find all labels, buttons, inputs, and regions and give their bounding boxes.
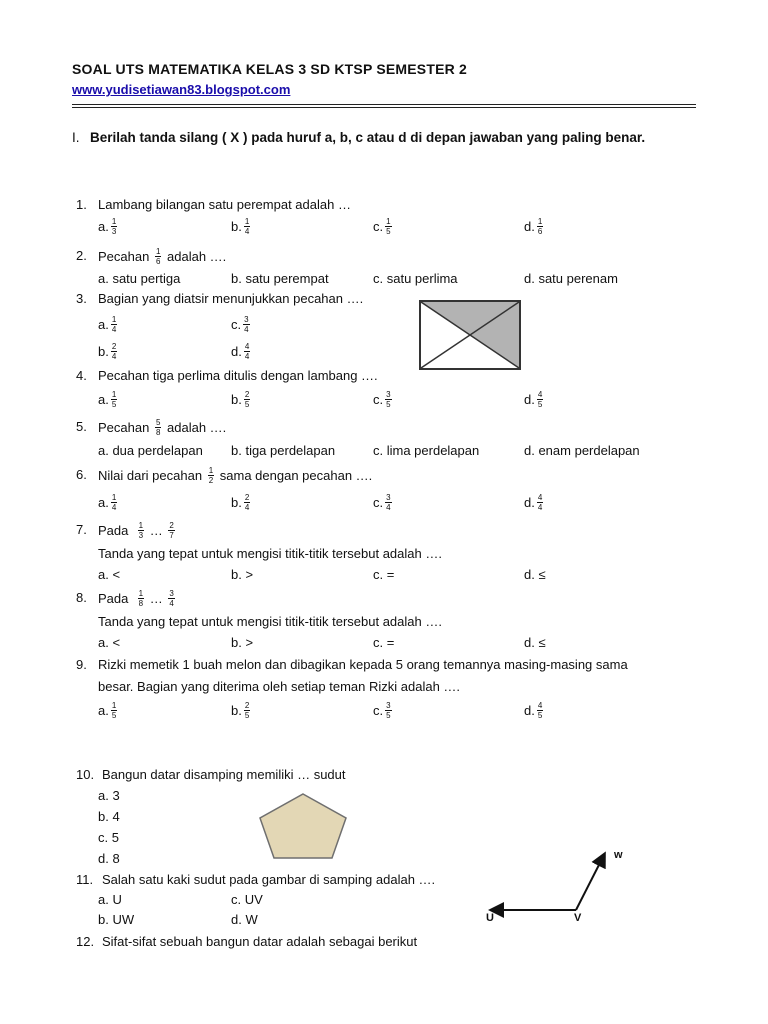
- q4-option-a[interactable]: [98, 391, 119, 410]
- q4-text: Pecahan tiga perlima ditulis dengan lambang ….: [98, 368, 378, 383]
- denominator: 4: [169, 599, 174, 608]
- angle-label-w: w: [614, 849, 623, 861]
- q3-option-b[interactable]: [98, 343, 119, 362]
- q8-option-a[interactable]: a. <: [98, 635, 121, 650]
- q8-text: Tanda yang tepat untuk mengisi titik-titik tersebut adalah ….: [98, 614, 442, 629]
- section-number: I.: [72, 130, 80, 145]
- q1-text: Lambang bilangan satu perempat adalah …: [98, 197, 351, 212]
- q6-option-b[interactable]: [231, 494, 252, 513]
- denominator: 2: [208, 476, 214, 485]
- option-letter: b.: [231, 391, 242, 407]
- fraction: [111, 342, 117, 361]
- q4-option-d[interactable]: [524, 391, 545, 410]
- q9-option-b[interactable]: [231, 702, 252, 721]
- q9-number: 9.: [76, 657, 87, 672]
- option-letter: b.: [231, 218, 242, 234]
- blog-link[interactable]: www.yudisetiawan83.blogspot.com: [72, 82, 291, 97]
- option-letter: b.: [98, 343, 109, 359]
- denominator: 5: [386, 400, 391, 409]
- shaded-square-figure: [418, 299, 522, 371]
- q2-option-c[interactable]: c. satu perlima: [373, 271, 458, 286]
- q3-option-d[interactable]: [231, 343, 252, 362]
- q5-option-d[interactable]: d. enam perdelapan: [524, 443, 640, 458]
- q10-option-c[interactable]: c. 5: [98, 830, 119, 845]
- q6-number: 6.: [76, 467, 87, 482]
- q9-option-a[interactable]: [98, 702, 119, 721]
- fraction: [244, 342, 250, 361]
- numerator: 4: [537, 493, 543, 502]
- q6-option-c[interactable]: [373, 494, 394, 513]
- denominator: 5: [111, 711, 117, 720]
- numerator: 2: [244, 701, 250, 710]
- q9-text-line1: Rizki memetik 1 buah melon dan dibagikan kepada 5 orang temannya masing-masing sama: [98, 657, 628, 672]
- numerator: 2: [169, 521, 174, 530]
- denominator: 5: [244, 400, 250, 409]
- denominator: 5: [386, 711, 391, 720]
- q9-option-c[interactable]: [373, 702, 394, 721]
- q11-option-c[interactable]: c. UV: [231, 892, 263, 907]
- denominator: 4: [537, 503, 543, 512]
- fraction: [208, 466, 214, 485]
- denominator: 4: [111, 325, 117, 334]
- numerator: 2: [111, 342, 117, 351]
- numerator: 4: [244, 342, 250, 351]
- q8-option-b[interactable]: b. >: [231, 635, 254, 650]
- option-letter: a.: [98, 494, 109, 510]
- q3-option-c[interactable]: [231, 316, 252, 335]
- angle-label-u: U: [486, 912, 494, 924]
- q3-option-a[interactable]: [98, 316, 119, 335]
- q7-option-c[interactable]: c. =: [373, 567, 395, 582]
- denominator: 4: [111, 352, 117, 361]
- denominator: 6: [537, 227, 543, 236]
- denominator: 5: [244, 711, 250, 720]
- q10-option-b[interactable]: b. 4: [98, 809, 120, 824]
- q2-option-a[interactable]: a. satu pertiga: [98, 271, 181, 286]
- document-title: SOAL UTS MATEMATIKA KELAS 3 SD KTSP SEMESTER 2: [72, 61, 468, 77]
- fraction: [537, 493, 543, 512]
- q10-option-d[interactable]: d. 8: [98, 851, 120, 866]
- fraction: [244, 701, 250, 720]
- fraction: [243, 315, 249, 334]
- option-letter: b.: [231, 702, 242, 718]
- q3-number: 3.: [76, 291, 87, 306]
- numerator: 3: [244, 315, 249, 324]
- option-letter: c.: [231, 316, 242, 332]
- numerator: 3: [386, 493, 391, 502]
- angle-label-v: V: [574, 912, 582, 924]
- fraction: [537, 701, 543, 720]
- numerator: 1: [138, 589, 144, 598]
- q7-pre: Pada: [98, 522, 129, 538]
- option-letter: c.: [373, 702, 384, 718]
- q1-number: 1.: [76, 197, 87, 212]
- numerator: 4: [537, 701, 543, 710]
- fraction: [537, 217, 543, 236]
- instruction-text: Berilah tanda silang ( X ) pada huruf a, b, c atau d di depan jawaban yang paling benar.: [90, 130, 646, 145]
- q2-stem: [98, 248, 226, 267]
- option-letter: d.: [231, 343, 242, 359]
- fraction: [385, 701, 391, 720]
- fraction: [155, 418, 161, 437]
- q5-stem: [98, 419, 226, 438]
- numerator: 3: [169, 589, 174, 598]
- q4-number: 4.: [76, 368, 87, 383]
- numerator: 2: [244, 493, 250, 502]
- q11-number: 11.: [76, 872, 94, 887]
- option-letter: d.: [524, 702, 535, 718]
- numerator: 1: [111, 493, 117, 502]
- numerator: 1: [155, 247, 161, 256]
- option-letter: a.: [98, 391, 109, 407]
- q2-number: 2.: [76, 248, 87, 263]
- q6-post: sama dengan pecahan ….: [219, 467, 373, 483]
- fraction: [168, 589, 174, 608]
- fraction: [244, 390, 250, 409]
- denominator: 4: [244, 503, 250, 512]
- denominator: 5: [537, 711, 543, 720]
- fraction: [244, 217, 250, 236]
- pentagon-figure: [256, 792, 350, 862]
- fraction: [111, 701, 117, 720]
- option-letter: d.: [524, 494, 535, 510]
- option-letter: b.: [231, 494, 242, 510]
- q5-pre: Pecahan: [98, 419, 150, 435]
- ray-vw: [576, 855, 604, 910]
- q4-option-c[interactable]: [373, 391, 394, 410]
- q11-option-a[interactable]: a. U: [98, 892, 122, 907]
- fraction: [111, 493, 117, 512]
- q6-option-d[interactable]: [524, 494, 545, 513]
- q5-option-c[interactable]: c. lima perdelapan: [373, 443, 480, 458]
- numerator: 5: [155, 418, 161, 427]
- pentagon-shape: [260, 794, 346, 858]
- q5-option-b[interactable]: b. tiga perdelapan: [231, 443, 336, 458]
- denominator: 4: [386, 503, 391, 512]
- q10-text: Bangun datar disamping memiliki … sudut: [102, 767, 346, 782]
- option-letter: a.: [98, 218, 109, 234]
- option-letter: c.: [373, 391, 384, 407]
- fraction: [138, 589, 144, 608]
- denominator: 4: [244, 325, 249, 334]
- q7-number: 7.: [76, 522, 87, 537]
- denominator: 4: [111, 503, 117, 512]
- denominator: 3: [111, 227, 117, 236]
- q1-option-c[interactable]: [373, 218, 394, 237]
- option-letter: a.: [98, 702, 109, 718]
- denominator: 8: [155, 428, 161, 437]
- q1-option-b[interactable]: [231, 218, 252, 237]
- q11-text: Salah satu kaki sudut pada gambar di samping adalah ….: [102, 872, 436, 887]
- fraction: [385, 493, 391, 512]
- instruction-block: [72, 126, 696, 150]
- q4-option-b[interactable]: [231, 391, 252, 410]
- q8-number: 8.: [76, 590, 87, 605]
- q2-option-b[interactable]: b. satu perempat: [231, 271, 329, 286]
- numerator: 1: [111, 315, 117, 324]
- q12-number: 12.: [76, 934, 95, 949]
- q9-option-d[interactable]: [524, 702, 545, 721]
- denominator: 8: [138, 599, 144, 608]
- option-letter: d.: [524, 391, 535, 407]
- q1-option-a[interactable]: [98, 218, 119, 237]
- q8-option-d[interactable]: d. ≤: [524, 635, 546, 650]
- q7-option-a[interactable]: a. <: [98, 567, 121, 582]
- fraction: [138, 521, 144, 540]
- fraction: [111, 315, 117, 334]
- q5-post: adalah ….: [167, 419, 227, 435]
- q8-pre: Pada: [98, 590, 129, 606]
- option-letter: a.: [98, 316, 109, 332]
- denominator: 3: [138, 531, 144, 540]
- numerator: 3: [386, 390, 391, 399]
- q9-text-line2: besar. Bagian yang diterima oleh setiap teman Rizki adalah ….: [98, 679, 461, 694]
- numerator: 3: [386, 701, 391, 710]
- option-letter: d.: [524, 218, 535, 234]
- q6-stem: [98, 467, 372, 486]
- fraction: [168, 521, 174, 540]
- q8-stem: [98, 590, 177, 609]
- numerator: 1: [208, 466, 214, 475]
- q10-option-a[interactable]: a. 3: [98, 788, 120, 803]
- q8-dots: …: [149, 590, 163, 606]
- angle-figure: [484, 842, 634, 924]
- q1-option-d[interactable]: [524, 218, 545, 237]
- numerator: 1: [111, 701, 117, 710]
- header-divider-2: [72, 107, 696, 108]
- numerator: 1: [244, 217, 250, 226]
- option-letter: c.: [373, 218, 384, 234]
- fraction: [155, 247, 161, 266]
- q7-text: Tanda yang tepat untuk mengisi titik-titik tersebut adalah ….: [98, 546, 442, 561]
- numerator: 1: [138, 521, 144, 530]
- q11-option-b[interactable]: b. UW: [98, 912, 135, 927]
- q5-option-a[interactable]: a. dua perdelapan: [98, 443, 203, 458]
- denominator: 4: [244, 352, 250, 361]
- denominator: 7: [169, 531, 174, 540]
- q2-pre: Pecahan: [98, 248, 150, 264]
- denominator: 5: [386, 227, 391, 236]
- q7-stem: [98, 522, 177, 541]
- numerator: 2: [244, 390, 250, 399]
- q6-pre: Nilai dari pecahan: [98, 467, 203, 483]
- numerator: 1: [537, 217, 543, 226]
- denominator: 6: [155, 257, 161, 266]
- q2-option-d[interactable]: d. satu perenam: [524, 271, 618, 286]
- numerator: 1: [111, 390, 117, 399]
- numerator: 4: [537, 390, 543, 399]
- fraction: [244, 493, 250, 512]
- q2-post: adalah ….: [167, 248, 227, 264]
- q5-number: 5.: [76, 419, 87, 434]
- numerator: 1: [386, 217, 391, 226]
- fraction: [111, 217, 117, 236]
- option-letter: c.: [373, 494, 384, 510]
- denominator: 4: [244, 227, 250, 236]
- q12-text: Sifat-sifat sebuah bangun datar adalah sebagai berikut: [102, 934, 418, 949]
- denominator: 5: [111, 400, 117, 409]
- fraction: [385, 390, 391, 409]
- q7-option-b[interactable]: b. >: [231, 567, 254, 582]
- fraction: [111, 390, 117, 409]
- q7-option-d[interactable]: d. ≤: [524, 567, 546, 582]
- numerator: 1: [111, 217, 117, 226]
- q6-option-a[interactable]: [98, 494, 119, 513]
- denominator: 5: [537, 400, 543, 409]
- q10-number: 10.: [76, 767, 95, 782]
- fraction: [385, 217, 391, 236]
- header-divider: [72, 104, 696, 105]
- q8-option-c[interactable]: c. =: [373, 635, 395, 650]
- fraction: [537, 390, 543, 409]
- q11-option-d[interactable]: d. W: [231, 912, 258, 927]
- q7-dots: …: [149, 522, 163, 538]
- q3-text: Bagian yang diatsir menunjukkan pecahan ….: [98, 291, 364, 306]
